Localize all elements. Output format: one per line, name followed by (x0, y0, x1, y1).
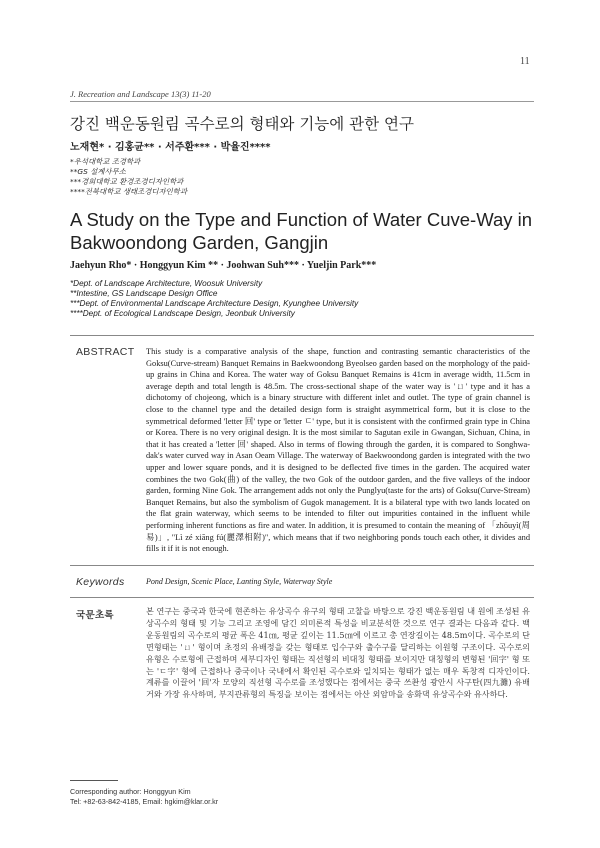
keywords-top-divider (70, 565, 534, 566)
abstract-text: This study is a comparative analysis of the shape, function and contrasting semantic characteristics of the Goksu(Curve-stream) Banquet Remains in Baekwoondong Byeolseo garden based on the morphology of the paid-up grains in China and Korea. The water way of Goksu Banquet Remains is 41cm in average width, 11.5cm in average depth and total length is 48.5m. The cross-sectional shape of the water way is 'ㄩ' type and it has a dichotomy of chojeong, which is a binary structure with different inlet and outlet. The type of grain channel is close to the channel type and the detailed design form is straight asymmetrical form, but it is close to the symmetrical deformed 'letter 回' type or 'letter ㄷ' type, but it is consistent with the confirmed grain type in China or Korea. There is no very original design. It is the most similar to Sagutan exile in Gwangan, Sichuan, China, in that it has created a 'letter 回' shaped. Also in terms of flowing through the garden, it is compared to Songhwa-dak's water curved way in Asan Oeam Village. The waterway of Baekwoondong garden is integrated with the two upper and lower square ponds, and it is designed to be deflected five times in the garden. The acquired water combines the two Gok(曲) of the valley, the two Gok of the outdoor garden, and the five valleys of the indoor garden, forming Nine Gok. The arrangement adds not only the Punglyu(taste for the arts) of Goksu(Curve-Stream) Banquet Remains, but also the symbolism of Gugok management. It is a bilateral type with two lands located on the flat grain waterway, which seems to be intended to filter out impurities contained in the influent while performing inherent functions as fire and water. In addition, it is presumed to contain the meaning of 「zhōuyì(周易)」, "Lì zé xiāng fú(麗澤相附)", which means that if two neighboring ponds touch each other, it divides and fills it if it is not enough. (146, 347, 530, 554)
korean-affiliation: ***경희대학교 환경조경디자인학과 (70, 177, 184, 186)
english-affiliation: **Intestine, GS Landscape Design Office (70, 289, 218, 298)
journal-citation: J. Recreation and Landscape 13(3) 11-20 (70, 89, 211, 99)
korean-affiliation: **GS 설계사무소 (70, 167, 126, 176)
english-affiliation: ****Dept. of Ecological Landscape Design, Jeonbuk University (70, 309, 295, 318)
keywords-bottom-divider (70, 597, 534, 598)
contact-info: Tel: +82-63-842-4185, Email: hgkim@klar.or.kr (70, 797, 219, 806)
keywords-text: Pond Design, Scenic Place, Lanting Style, Waterway Style (146, 577, 333, 586)
english-title: A Study on the Type and Function of Water Cuve-Way in Bakwoondong Garden, Gangjin (70, 209, 533, 253)
korean-title: 강진 백운동원림 곡수로의 형태와 기능에 관한 연구 (70, 115, 414, 133)
header-divider (70, 101, 534, 102)
korean-affiliation: *우석대학교 조경학과 (70, 157, 141, 166)
korean-authors: 노재현* · 김홍균** · 서주환*** · 박율진**** (70, 142, 271, 153)
korean-abstract-text: 본 연구는 중국과 한국에 현존하는 유상곡수 유구의 형태 고찰을 바탕으로 강진 백운동원림 내 원에 조성된 유상곡수의 형태 및 기능 그리고 조영에 담긴 의미론적 특성을 비교분석한 것으로 연구 결과는 다음과 같다. 백운동원림의 곡수로의 평균 폭은 41㎝, 평균 깊이는 11.5㎝에 이르고 총 연장길이는 48.5m이다. 곡수로의 단면형태는 'ㄩ' 형이며 초정의 유배정을 갖는 형태로 입수구와 출수구를 달리하는 이원형 구조이다. 곡수로의 유형은 수로형에 근접하며 세부디자인 형태는 직선형의 비대칭 형태를 보이지만 대칭형의 변형된 '回字' 형 또는 'ㄷ字' 형에 근접하나 중국이나 국내에서 확인된 곡수로와 일치되는 형태가 없는 매우 독창적 디자인이다. 계류를 이끌어 '回'자 모양의 직선형 곡수로를 조성했다는 점에서는 중국 쓰촨성 광안시 사구탄(四九灘) 유배거와 가장 유사하며, 부지관류형의 특징을 보이는 점에서는 아산 외암마을 송화댁 유상곡수와 유사하다. (146, 606, 530, 700)
english-affiliation: *Dept. of Landscape Architecture, Woosuk University (70, 279, 263, 288)
footnote-divider (70, 780, 118, 781)
english-authors: Jaehyun Rho* · Honggyun Kim ** · Joohwan Suh*** · Yueljin Park*** (70, 260, 377, 271)
keywords-label: Keywords (76, 576, 125, 588)
page-number: 11 (520, 56, 530, 67)
korean-affiliations (70, 157, 187, 197)
corresponding-author: Corresponding author: Honggyun Kim (70, 787, 191, 796)
abstract-top-divider (70, 335, 534, 336)
korean-abstract-label: 국문초록 (76, 610, 114, 621)
english-affiliation: ***Dept. of Environmental Landscape Architecture Design, Kyunghee University (70, 299, 359, 308)
korean-affiliation: ****전북대학교 생태조경디자인학과 (70, 187, 188, 196)
english-affiliations (70, 279, 358, 319)
abstract-label: ABSTRACT (76, 346, 135, 358)
